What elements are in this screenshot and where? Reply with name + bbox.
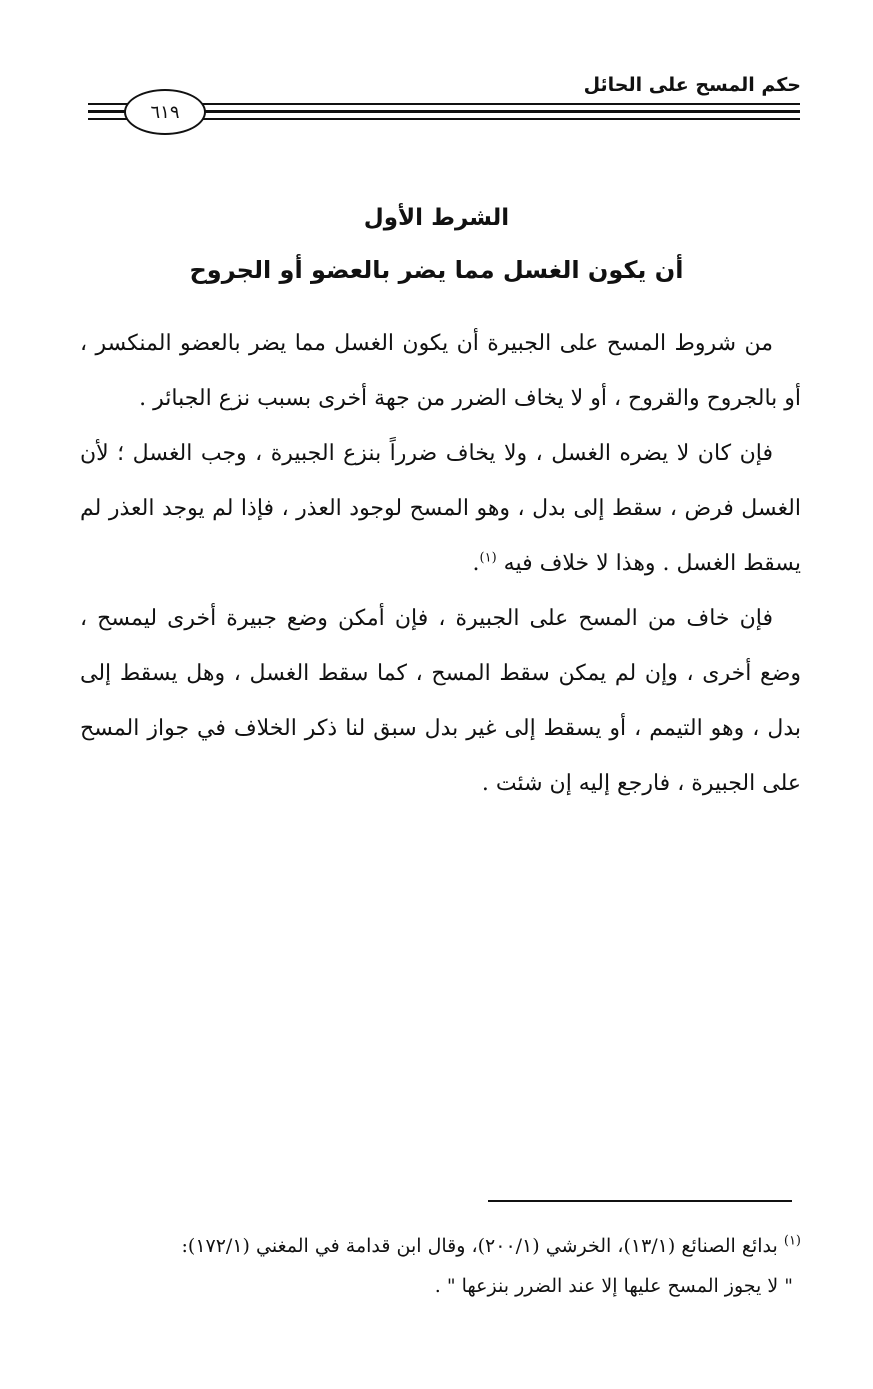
body-text: [80, 316, 801, 811]
footnote-reference: (١): [479, 550, 497, 566]
paragraph-2-end: .: [472, 551, 480, 576]
running-title: حكم المسح على الحائل: [583, 74, 801, 96]
paragraph-1: من شروط المسح على الجبيرة أن يكون الغسل مما يضر بالعضو المنكسر ، أو بالجروح والقروح ، أو لا يخاف الضرر من جهة أخرى بسبب نزع الجبائر .: [80, 331, 801, 411]
footnote-line-1: [70, 1226, 801, 1266]
paragraph-3: فإن خاف من المسح على الجبيرة ، فإن أمكن وضع جبيرة أخرى ليمسح ، وضع أخرى ، وإن لم يمكن سقط المسح ، كما سقط الغسل ، وهل يسقط إلى بدل ، وهو التيمم ، أو يسقط إلى غير بدل سبق لنا ذكر الخلاف في جواز المسح على الجبيرة ، فارجع إليه إن شئت .: [80, 606, 801, 796]
section-subtitle: أن يكون الغسل مما يضر بالعضو أو الجروح: [189, 256, 684, 284]
footnote-citation: بدائع الصنائع (١٣/١)، الخرشي (٢٠٠/١)، وقال ابن قدامة في المغني (١٧٢/١):: [181, 1235, 778, 1257]
footnote: [70, 1226, 801, 1306]
page-number-ornament: [124, 89, 206, 135]
paragraph-2: [80, 426, 801, 591]
footnote-line-2: " لا يجوز المسح عليها إلا عند الضرر بنزعها " .: [434, 1275, 793, 1297]
footnote-separator: [488, 1200, 792, 1202]
page-number: ٦١٩: [150, 101, 180, 123]
section-title: الشرط الأول: [363, 205, 510, 231]
footnote-mark: (١): [783, 1233, 801, 1249]
paragraph-2-text: فإن كان لا يضره الغسل ، ولا يخاف ضرراً بنزع الجبيرة ، وجب الغسل ؛ لأن الغسل فرض ، سقط إلى بدل ، وهو المسح لوجود العذر ، فإذا لم يوجد العذر لم يسقط الغسل . وهذا لا خلاف فيه: [80, 441, 801, 576]
